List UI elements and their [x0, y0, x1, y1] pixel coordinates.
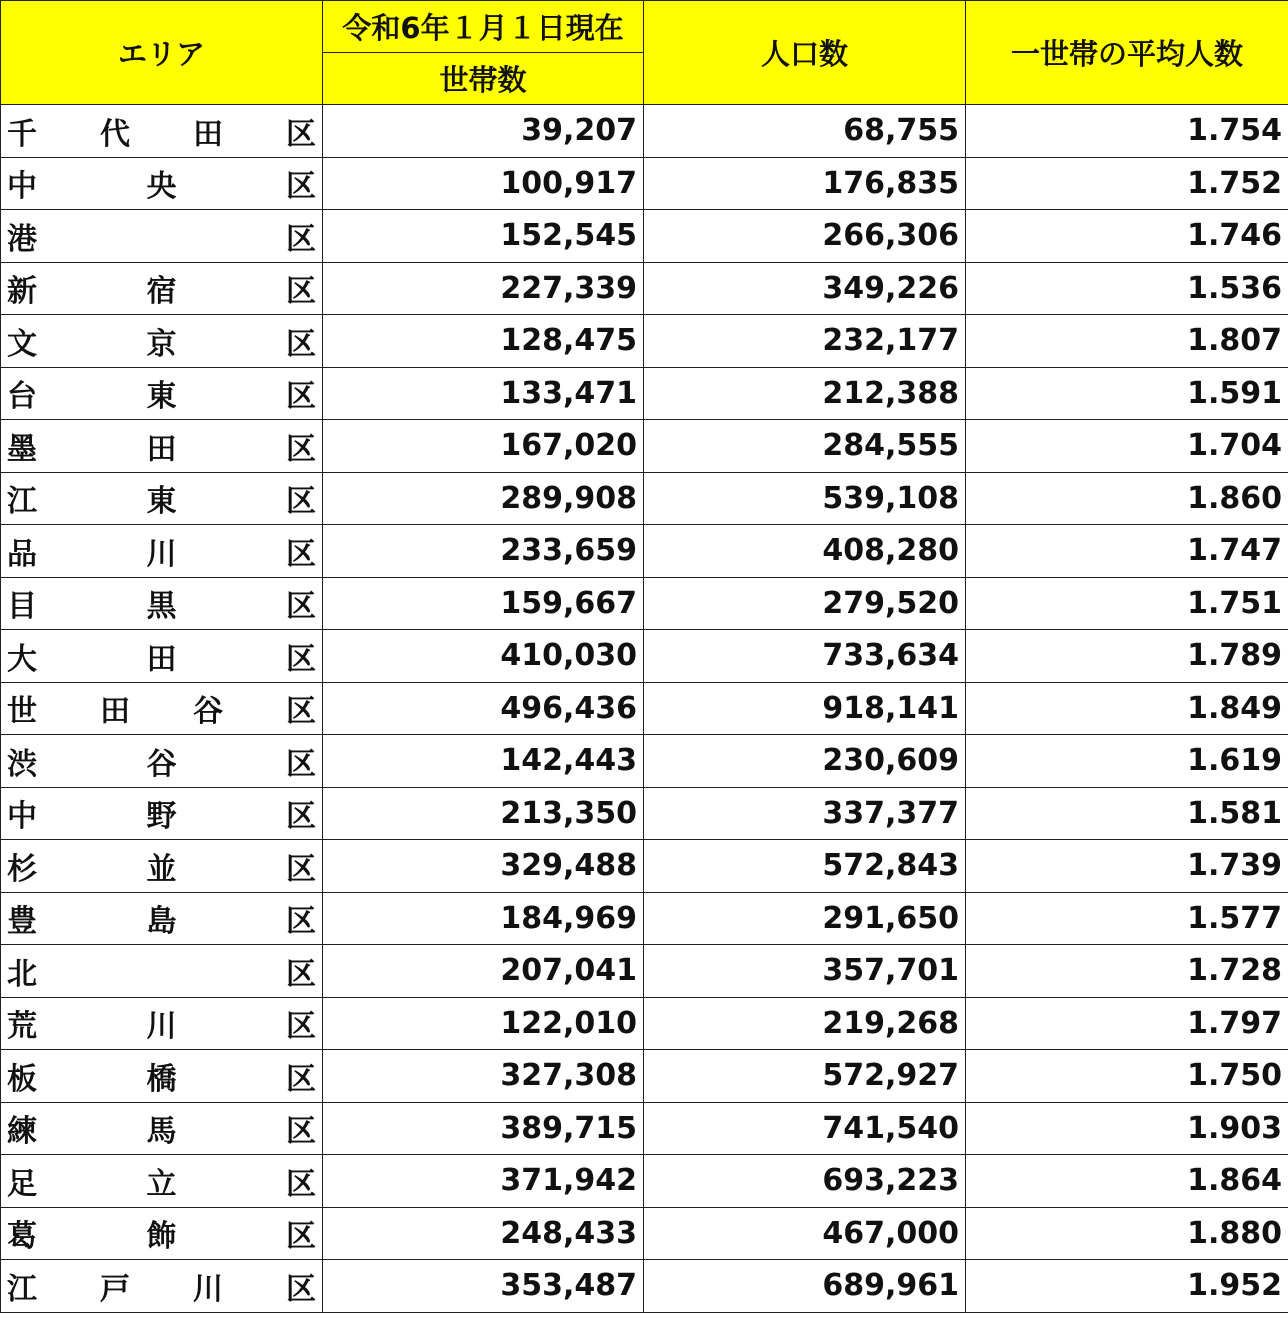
ward-name-cell [1, 1260, 323, 1313]
population-cell: 219,268 [644, 997, 966, 1050]
households-cell: 167,020 [323, 420, 644, 473]
population-cell: 689,961 [644, 1260, 966, 1313]
header-households: 世帯数 [323, 53, 644, 105]
table-row [1, 735, 1288, 788]
households-cell: 289,908 [323, 472, 644, 525]
table-row [1, 997, 1288, 1050]
ward-name-char: 谷 [146, 746, 177, 782]
ward-name-char: 目 [7, 589, 37, 625]
ward-name-char: 区 [286, 694, 316, 730]
ward-name-char: 区 [286, 904, 316, 940]
ward-name-char: 北 [7, 956, 37, 992]
ward-name [7, 581, 316, 625]
ward-name-char: 墨 [7, 431, 37, 467]
ward-name-char: 区 [286, 1166, 316, 1202]
ward-name-char: 区 [286, 431, 316, 467]
population-cell: 741,540 [644, 1102, 966, 1155]
households-cell: 122,010 [323, 997, 644, 1050]
table-row [1, 420, 1288, 473]
ward-name-char: 区 [286, 589, 316, 625]
ward-name-char: 荒 [7, 1009, 37, 1045]
ward-name-char: 渋 [7, 746, 37, 782]
table-header [1, 1, 1288, 105]
avg-per-household-cell: 1.807 [966, 315, 1288, 368]
ward-name-char: 区 [286, 1271, 316, 1307]
population-cell: 467,000 [644, 1207, 966, 1260]
avg-per-household-cell: 1.581 [966, 787, 1288, 840]
ward-name-cell [1, 210, 323, 263]
table-row [1, 682, 1288, 735]
population-cell: 349,226 [644, 262, 966, 315]
ward-name-cell [1, 420, 323, 473]
ward-name [7, 266, 316, 310]
table-row [1, 1102, 1288, 1155]
population-cell: 539,108 [644, 472, 966, 525]
table-row [1, 630, 1288, 683]
ward-name-cell [1, 577, 323, 630]
households-cell: 207,041 [323, 945, 644, 998]
ward-name-char: 区 [286, 746, 316, 782]
population-cell: 357,701 [644, 945, 966, 998]
ward-name [7, 1054, 316, 1098]
ward-name-char: 田 [193, 116, 223, 152]
households-cell: 248,433 [323, 1207, 644, 1260]
households-cell: 353,487 [323, 1260, 644, 1313]
ward-name-cell [1, 892, 323, 945]
avg-per-household-cell: 1.751 [966, 577, 1288, 630]
ward-name-char: 東 [146, 379, 177, 415]
ward-name-char: 谷 [193, 694, 223, 730]
ward-name-cell [1, 262, 323, 315]
ward-name [7, 739, 316, 783]
ward-name-char: 橋 [146, 1061, 177, 1097]
ward-name [7, 896, 316, 940]
ward-name-char: 区 [286, 116, 316, 152]
ward-name-cell [1, 157, 323, 210]
avg-per-household-cell: 1.789 [966, 630, 1288, 683]
avg-per-household-cell: 1.752 [966, 157, 1288, 210]
table-row [1, 892, 1288, 945]
ward-name [7, 214, 316, 258]
ward-name [7, 161, 316, 205]
population-cell: 68,755 [644, 105, 966, 158]
ward-name-char: 立 [146, 1166, 177, 1202]
ward-name [7, 1211, 316, 1255]
ward-name [7, 1106, 316, 1150]
ward-name-cell [1, 1207, 323, 1260]
avg-per-household-cell: 1.864 [966, 1155, 1288, 1208]
avg-per-household-cell: 1.754 [966, 105, 1288, 158]
ward-name-char: 川 [193, 1271, 223, 1307]
ward-name [7, 424, 316, 468]
ward-name-char: 川 [146, 1009, 177, 1045]
ward-name-char: 区 [286, 221, 316, 257]
table-row [1, 1155, 1288, 1208]
population-cell: 693,223 [644, 1155, 966, 1208]
table-row [1, 105, 1288, 158]
avg-per-household-cell: 1.536 [966, 262, 1288, 315]
avg-per-household-cell: 1.619 [966, 735, 1288, 788]
header-population: 人口数 [644, 1, 966, 105]
ward-name-char: 区 [286, 641, 316, 677]
population-cell: 337,377 [644, 787, 966, 840]
table-row [1, 472, 1288, 525]
households-cell: 389,715 [323, 1102, 644, 1155]
ward-name-char: 田 [146, 641, 177, 677]
ward-name-char: 品 [7, 536, 37, 572]
population-cell: 918,141 [644, 682, 966, 735]
ward-name-cell [1, 105, 323, 158]
ward-name-char: 台 [7, 379, 37, 415]
population-cell: 232,177 [644, 315, 966, 368]
ward-name-char: 区 [286, 169, 316, 205]
households-cell: 184,969 [323, 892, 644, 945]
ward-name-cell [1, 787, 323, 840]
table-row [1, 262, 1288, 315]
ward-name-char: 板 [7, 1061, 37, 1097]
ward-name-char: 足 [7, 1166, 37, 1202]
ward-name [7, 949, 316, 993]
ward-name-char: 戸 [100, 1271, 130, 1307]
table-row [1, 1260, 1288, 1313]
header-avg-per-household: 一世帯の平均人数 [966, 1, 1288, 105]
ward-name-char: 区 [286, 326, 316, 362]
ward-name-char: 葛 [7, 1219, 37, 1255]
ward-name-cell [1, 997, 323, 1050]
ward-name-char: 区 [286, 274, 316, 310]
households-cell: 496,436 [323, 682, 644, 735]
ward-name-char: 京 [146, 326, 177, 362]
ward-name-cell [1, 525, 323, 578]
households-cell: 128,475 [323, 315, 644, 368]
ward-name-char: 区 [286, 851, 316, 887]
avg-per-household-cell: 1.728 [966, 945, 1288, 998]
households-cell: 410,030 [323, 630, 644, 683]
households-cell: 233,659 [323, 525, 644, 578]
table-row [1, 1207, 1288, 1260]
ward-name-char: 大 [7, 641, 37, 677]
table-row [1, 210, 1288, 263]
ward-name-char: 黒 [146, 589, 177, 625]
ward-name-char: 区 [286, 536, 316, 572]
ward-name [7, 686, 316, 730]
ward-name-char: 新 [7, 274, 37, 310]
ward-name-char: 世 [7, 694, 37, 730]
table-row [1, 525, 1288, 578]
population-cell: 266,306 [644, 210, 966, 263]
table-row [1, 367, 1288, 420]
ward-name-char: 並 [146, 851, 177, 887]
ward-name-cell [1, 840, 323, 893]
ward-name-char: 飾 [146, 1219, 177, 1255]
ward-name-char: 千 [7, 116, 37, 152]
ward-name-cell [1, 472, 323, 525]
households-cell: 159,667 [323, 577, 644, 630]
ward-name-char: 区 [286, 1061, 316, 1097]
table-body [1, 105, 1288, 1313]
ward-name [7, 634, 316, 678]
ward-name-cell [1, 735, 323, 788]
ward-name-char: 区 [286, 799, 316, 835]
population-cell: 284,555 [644, 420, 966, 473]
ward-name [7, 371, 316, 415]
ward-name-cell [1, 1155, 323, 1208]
avg-per-household-cell: 1.739 [966, 840, 1288, 893]
ward-name-char: 中 [7, 799, 37, 835]
avg-per-household-cell: 1.849 [966, 682, 1288, 735]
header-area: エリア [1, 1, 323, 105]
population-cell: 176,835 [644, 157, 966, 210]
ward-name-char: 中 [7, 169, 37, 205]
ward-name-char: 島 [146, 904, 177, 940]
ward-name-char: 区 [286, 379, 316, 415]
ward-name-char: 区 [286, 956, 316, 992]
population-cell: 279,520 [644, 577, 966, 630]
ward-name [7, 1264, 316, 1308]
households-cell: 227,339 [323, 262, 644, 315]
ward-name-char: 田 [100, 694, 130, 730]
avg-per-household-cell: 1.750 [966, 1050, 1288, 1103]
avg-per-household-cell: 1.797 [966, 997, 1288, 1050]
population-cell: 572,843 [644, 840, 966, 893]
households-cell: 329,488 [323, 840, 644, 893]
ward-name-char: 江 [7, 1271, 37, 1307]
ward-name [7, 1159, 316, 1203]
ward-name [7, 476, 316, 520]
population-cell: 733,634 [644, 630, 966, 683]
table-row [1, 945, 1288, 998]
avg-per-household-cell: 1.952 [966, 1260, 1288, 1313]
ward-name [7, 791, 316, 835]
table-row [1, 787, 1288, 840]
population-cell: 291,650 [644, 892, 966, 945]
ward-name-cell [1, 682, 323, 735]
households-cell: 213,350 [323, 787, 644, 840]
avg-per-household-cell: 1.591 [966, 367, 1288, 420]
ward-name-char: 馬 [146, 1114, 177, 1150]
ward-name-char: 区 [286, 1009, 316, 1045]
ward-name-char: 文 [7, 326, 37, 362]
ward-name-cell [1, 945, 323, 998]
ward-name-char: 杉 [7, 851, 37, 887]
ward-name-cell [1, 630, 323, 683]
ward-name-char: 川 [146, 536, 177, 572]
households-cell: 100,917 [323, 157, 644, 210]
ward-name-cell [1, 315, 323, 368]
avg-per-household-cell: 1.880 [966, 1207, 1288, 1260]
ward-name-char: 港 [7, 221, 37, 257]
population-cell: 408,280 [644, 525, 966, 578]
households-cell: 152,545 [323, 210, 644, 263]
header-date: 令和6年１月１日現在 [323, 1, 644, 53]
households-cell: 39,207 [323, 105, 644, 158]
ward-name-char: 央 [146, 169, 177, 205]
avg-per-household-cell: 1.747 [966, 525, 1288, 578]
ward-name-char: 田 [146, 431, 177, 467]
ward-name-char: 練 [7, 1114, 37, 1150]
ward-name-char: 区 [286, 1114, 316, 1150]
households-cell: 133,471 [323, 367, 644, 420]
ward-name [7, 1001, 316, 1045]
ward-name-char: 東 [146, 484, 177, 520]
table-row [1, 840, 1288, 893]
households-cell: 327,308 [323, 1050, 644, 1103]
table-row [1, 577, 1288, 630]
avg-per-household-cell: 1.577 [966, 892, 1288, 945]
ward-name-char: 江 [7, 484, 37, 520]
ward-name-cell [1, 367, 323, 420]
households-cell: 371,942 [323, 1155, 644, 1208]
avg-per-household-cell: 1.746 [966, 210, 1288, 263]
table-row [1, 1050, 1288, 1103]
ward-name-char: 野 [146, 799, 177, 835]
households-cell: 142,443 [323, 735, 644, 788]
ward-name-cell [1, 1050, 323, 1103]
avg-per-household-cell: 1.860 [966, 472, 1288, 525]
ward-name-char: 区 [286, 484, 316, 520]
ward-name [7, 319, 316, 363]
ward-name-char: 区 [286, 1219, 316, 1255]
table-row [1, 315, 1288, 368]
table-row [1, 157, 1288, 210]
ward-name [7, 109, 316, 153]
avg-per-household-cell: 1.903 [966, 1102, 1288, 1155]
ward-name-char: 豊 [7, 904, 37, 940]
ward-name-cell [1, 1102, 323, 1155]
ward-name-char: 宿 [146, 274, 177, 310]
population-cell: 572,927 [644, 1050, 966, 1103]
population-cell: 230,609 [644, 735, 966, 788]
ward-name-char: 代 [100, 116, 130, 152]
ward-name [7, 529, 316, 573]
ward-name [7, 844, 316, 888]
population-cell: 212,388 [644, 367, 966, 420]
avg-per-household-cell: 1.704 [966, 420, 1288, 473]
